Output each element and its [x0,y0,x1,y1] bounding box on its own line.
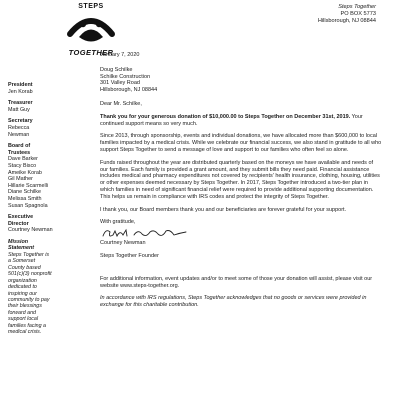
sidebar-officers [8,82,84,335]
mission-statement [8,252,84,335]
mission-line: inspiring our [8,290,37,297]
signature-block [100,219,382,259]
mission-line: dedicated to [8,284,37,291]
mission-line: Steps Together is [8,252,50,259]
recipient-line: Doug Schilke [100,66,133,73]
board-member: Dave Barker [8,156,38,163]
recipient-line: 301 Valley Road [100,80,140,87]
logo-bottom-text: TOGETHER [68,48,114,57]
org-po-box: PO BOX 5773 [340,11,376,17]
secretary-name-line: Rebecca [8,124,30,131]
donation-amount-text: Thank you for your generous donation of $10,000.00 to Steps Together on December 31st, 2019. [100,113,351,120]
mission-line: organization [8,277,37,284]
signer-title: Steps Together Founder [100,252,159,259]
return-address [318,4,376,25]
exec-heading-line: Director [8,220,29,227]
recipient-address [100,67,382,94]
letter-body [100,52,382,309]
recipient-line: Hillsborough, NJ 08844 [100,87,158,94]
mission-line: their blessings [8,303,42,310]
thank-you-paragraph [100,114,382,128]
org-name: Steps Together [338,4,376,10]
mission-line: 501(c)(3) nonprofit [8,271,52,278]
exec-heading-line: Executive [8,214,34,221]
org-city: Hillsborough, NJ 08844 [317,18,376,24]
recipient-line: Schilke Construction [100,73,151,80]
mission-line: community to pay [8,296,50,303]
mission-line: County based [8,264,41,271]
handwritten-signature [100,227,382,240]
mission-heading-line: Statement [8,245,35,252]
secretary-name-line: Newman [8,131,30,138]
signer-name: Courtney Newman [100,240,146,247]
board-member: Ameike Korab [8,169,42,176]
secretary-heading: Secretary [8,118,33,125]
gratitude-paragraph: I thank you, our Board members thank you and our beneficiaries are forever grateful for your support. [100,206,347,213]
closing: With gratitude, [100,219,136,226]
logo-top-text: STEPS [78,3,104,10]
mission-line: medical crisis. [8,328,42,335]
board-heading-line: Trustees [8,149,31,156]
mission-line: a Somerset [8,258,36,265]
board-heading-line: Board of [8,143,31,150]
mission-line: support local [8,316,39,323]
board-member: Melissa Smith [8,195,42,202]
board-member: Hillarie Scarmelli [8,182,49,189]
board-member: Susan Spagnola [8,202,48,209]
treasurer-name: Matt Guy [8,106,30,113]
mission-line: families facing a [8,322,46,329]
letter-date: January 7, 2020 [100,52,140,58]
board-member: Diane Schilke [8,189,41,196]
salutation: Dear Mr. Schilke, [100,100,142,107]
treasurer-heading: Treasurer [8,100,33,107]
mission-line: forward and [8,309,36,316]
funds-paragraph: Funds raised throughout the year are distributed quarterly based on the moneys we have available and needs of our families. Each family is provided a grant amount, and they submit bills they need paid. Financial assistance includes medical and pharmacy expenditures not covered by recipients' health insurance, clothing, housing, utilities or other expenses deemed necessary by Steps Together. In 2017, Steps Together introduced a two-tier plan in which families in need of significant financial relief were required to provide additional supporting documentation. This helps us remain in compliance with IRS codes and protect the integrity of Steps Together. [100,159,380,200]
exec-director-name: Courtney Newman [8,227,53,234]
website-paragraph: For additional information, event updates and/or to meet some of those your donation will assist, please visit our website www.steps-together.org. [100,275,373,289]
history-paragraph: Since 2013, through sponsorship, events and individual donations, we have allocated more than $600,000 to local families impacted by a medical crisis. While we celebrate our financial success, we also stand in gratitude to all who support Steps Together to send a message of love and support to our families who often feel so alone. [100,133,382,153]
mission-heading-line: Mission [8,238,29,245]
board-member: Stacy Bisco [8,162,37,169]
board-member: Gil Mather [8,176,33,183]
president-heading: President [8,82,33,88]
president-name: Jen Korab [8,88,33,95]
irs-notice: In accordance with IRS regulations, Steps Together acknowledges that no goods or services were provided in exchange for this charitable contribution. [100,295,367,309]
thank-you-rest: Your continued support means so very much. [100,113,363,127]
